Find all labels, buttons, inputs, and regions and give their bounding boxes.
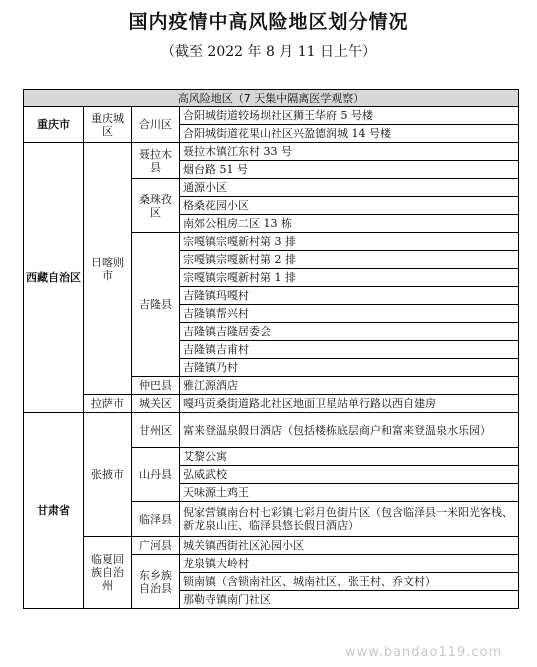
table-row bbox=[24, 107, 519, 125]
area-cell: 南郊公租房二区 13 栋 bbox=[180, 215, 519, 233]
county-cell: 山丹县 bbox=[132, 448, 180, 502]
risk-area-table bbox=[23, 89, 519, 609]
area-cell: 吉隆镇玛嘎村 bbox=[180, 287, 519, 305]
county-cell: 桑珠孜区 bbox=[132, 179, 180, 233]
county-cell: 聂拉木县 bbox=[132, 143, 180, 179]
table-row bbox=[24, 537, 519, 555]
area-cell: 那勒寺镇南门社区 bbox=[180, 591, 519, 609]
area-cell: 宗嘎镇宗嘎新村第 3 排 bbox=[180, 233, 519, 251]
area-cell: 龙泉镇大岭村 bbox=[180, 555, 519, 573]
area-cell: 弘威武校 bbox=[180, 466, 519, 484]
table-row bbox=[24, 413, 519, 448]
area-cell: 吉隆镇乃村 bbox=[180, 359, 519, 377]
watermark: www.bandao119.com bbox=[345, 645, 503, 660]
province-cell: 西藏自治区 bbox=[24, 143, 84, 413]
county-cell: 吉隆县 bbox=[132, 233, 180, 377]
area-cell: 合阳城街道花果山社区兴盈德润城 14 号楼 bbox=[180, 125, 519, 143]
area-cell: 烟台路 51 号 bbox=[180, 161, 519, 179]
area-cell: 格桑花园小区 bbox=[180, 197, 519, 215]
area-cell: 天味源土鸡王 bbox=[180, 484, 519, 502]
area-cell: 通源小区 bbox=[180, 179, 519, 197]
city-cell: 重庆城区 bbox=[84, 107, 132, 143]
page-subtitle: （截至 2022 年 8 月 11 日上午） bbox=[160, 44, 377, 60]
district-cell: 城关区 bbox=[132, 395, 180, 413]
county-cell: 仲巴县 bbox=[132, 377, 180, 395]
area-cell: 宗嘎镇宗嘎新村第 2 排 bbox=[180, 251, 519, 269]
district-cell: 合川区 bbox=[132, 107, 180, 143]
city-cell: 张掖市 bbox=[84, 413, 132, 537]
county-cell: 东乡族自治县 bbox=[132, 555, 180, 609]
page-title: 国内疫情中高风险地区划分情况 bbox=[128, 11, 409, 33]
area-cell: 雅江源酒店 bbox=[180, 377, 519, 395]
area-cell: 宗嘎镇宗嘎新村第 1 排 bbox=[180, 269, 519, 287]
area-cell: 合阳城街道较场坝社区狮王华府 5 号楼 bbox=[180, 107, 519, 125]
area-cell: 吉隆镇帮兴村 bbox=[180, 305, 519, 323]
area-cell: 艾黎公寓 bbox=[180, 448, 519, 466]
city-cell: 日喀则市 bbox=[84, 143, 132, 395]
area-cell: 富来登温泉假日酒店（包括楼栋底层商户和富来登温泉水乐园） bbox=[180, 413, 519, 448]
county-cell: 甘州区 bbox=[132, 413, 180, 448]
city-cell: 拉萨市 bbox=[84, 395, 132, 413]
table-header-row bbox=[24, 90, 519, 107]
area-cell: 城关镇西街社区沁园小区 bbox=[180, 537, 519, 555]
table-row bbox=[24, 395, 519, 413]
area-cell: 吉隆镇吉隆居委会 bbox=[180, 323, 519, 341]
area-cell: 聂拉木镇江东村 33 号 bbox=[180, 143, 519, 161]
area-cell: 锁南镇（含锁南社区、城南社区、张王村、乔文村） bbox=[180, 573, 519, 591]
county-cell: 广河县 bbox=[132, 537, 180, 555]
area-cell: 倪家营镇南台村七彩镇七彩月色街片区（包含临泽县一米阳光客栈、新龙泉山庄、临泽县悠长假日酒店） bbox=[180, 502, 519, 537]
city-cell: 临夏回族自治州 bbox=[84, 537, 132, 609]
province-cell: 重庆市 bbox=[24, 107, 84, 143]
table-row bbox=[24, 143, 519, 161]
table-header: 高风险地区（7 天集中隔离医学观察） bbox=[24, 90, 519, 107]
county-cell: 临泽县 bbox=[132, 502, 180, 537]
area-cell: 吉隆镇吉甫村 bbox=[180, 341, 519, 359]
province-cell: 甘肃省 bbox=[24, 413, 84, 609]
area-cell: 嘎玛贡桑街道路北社区地面卫星站单行路以西自建房 bbox=[180, 395, 519, 413]
